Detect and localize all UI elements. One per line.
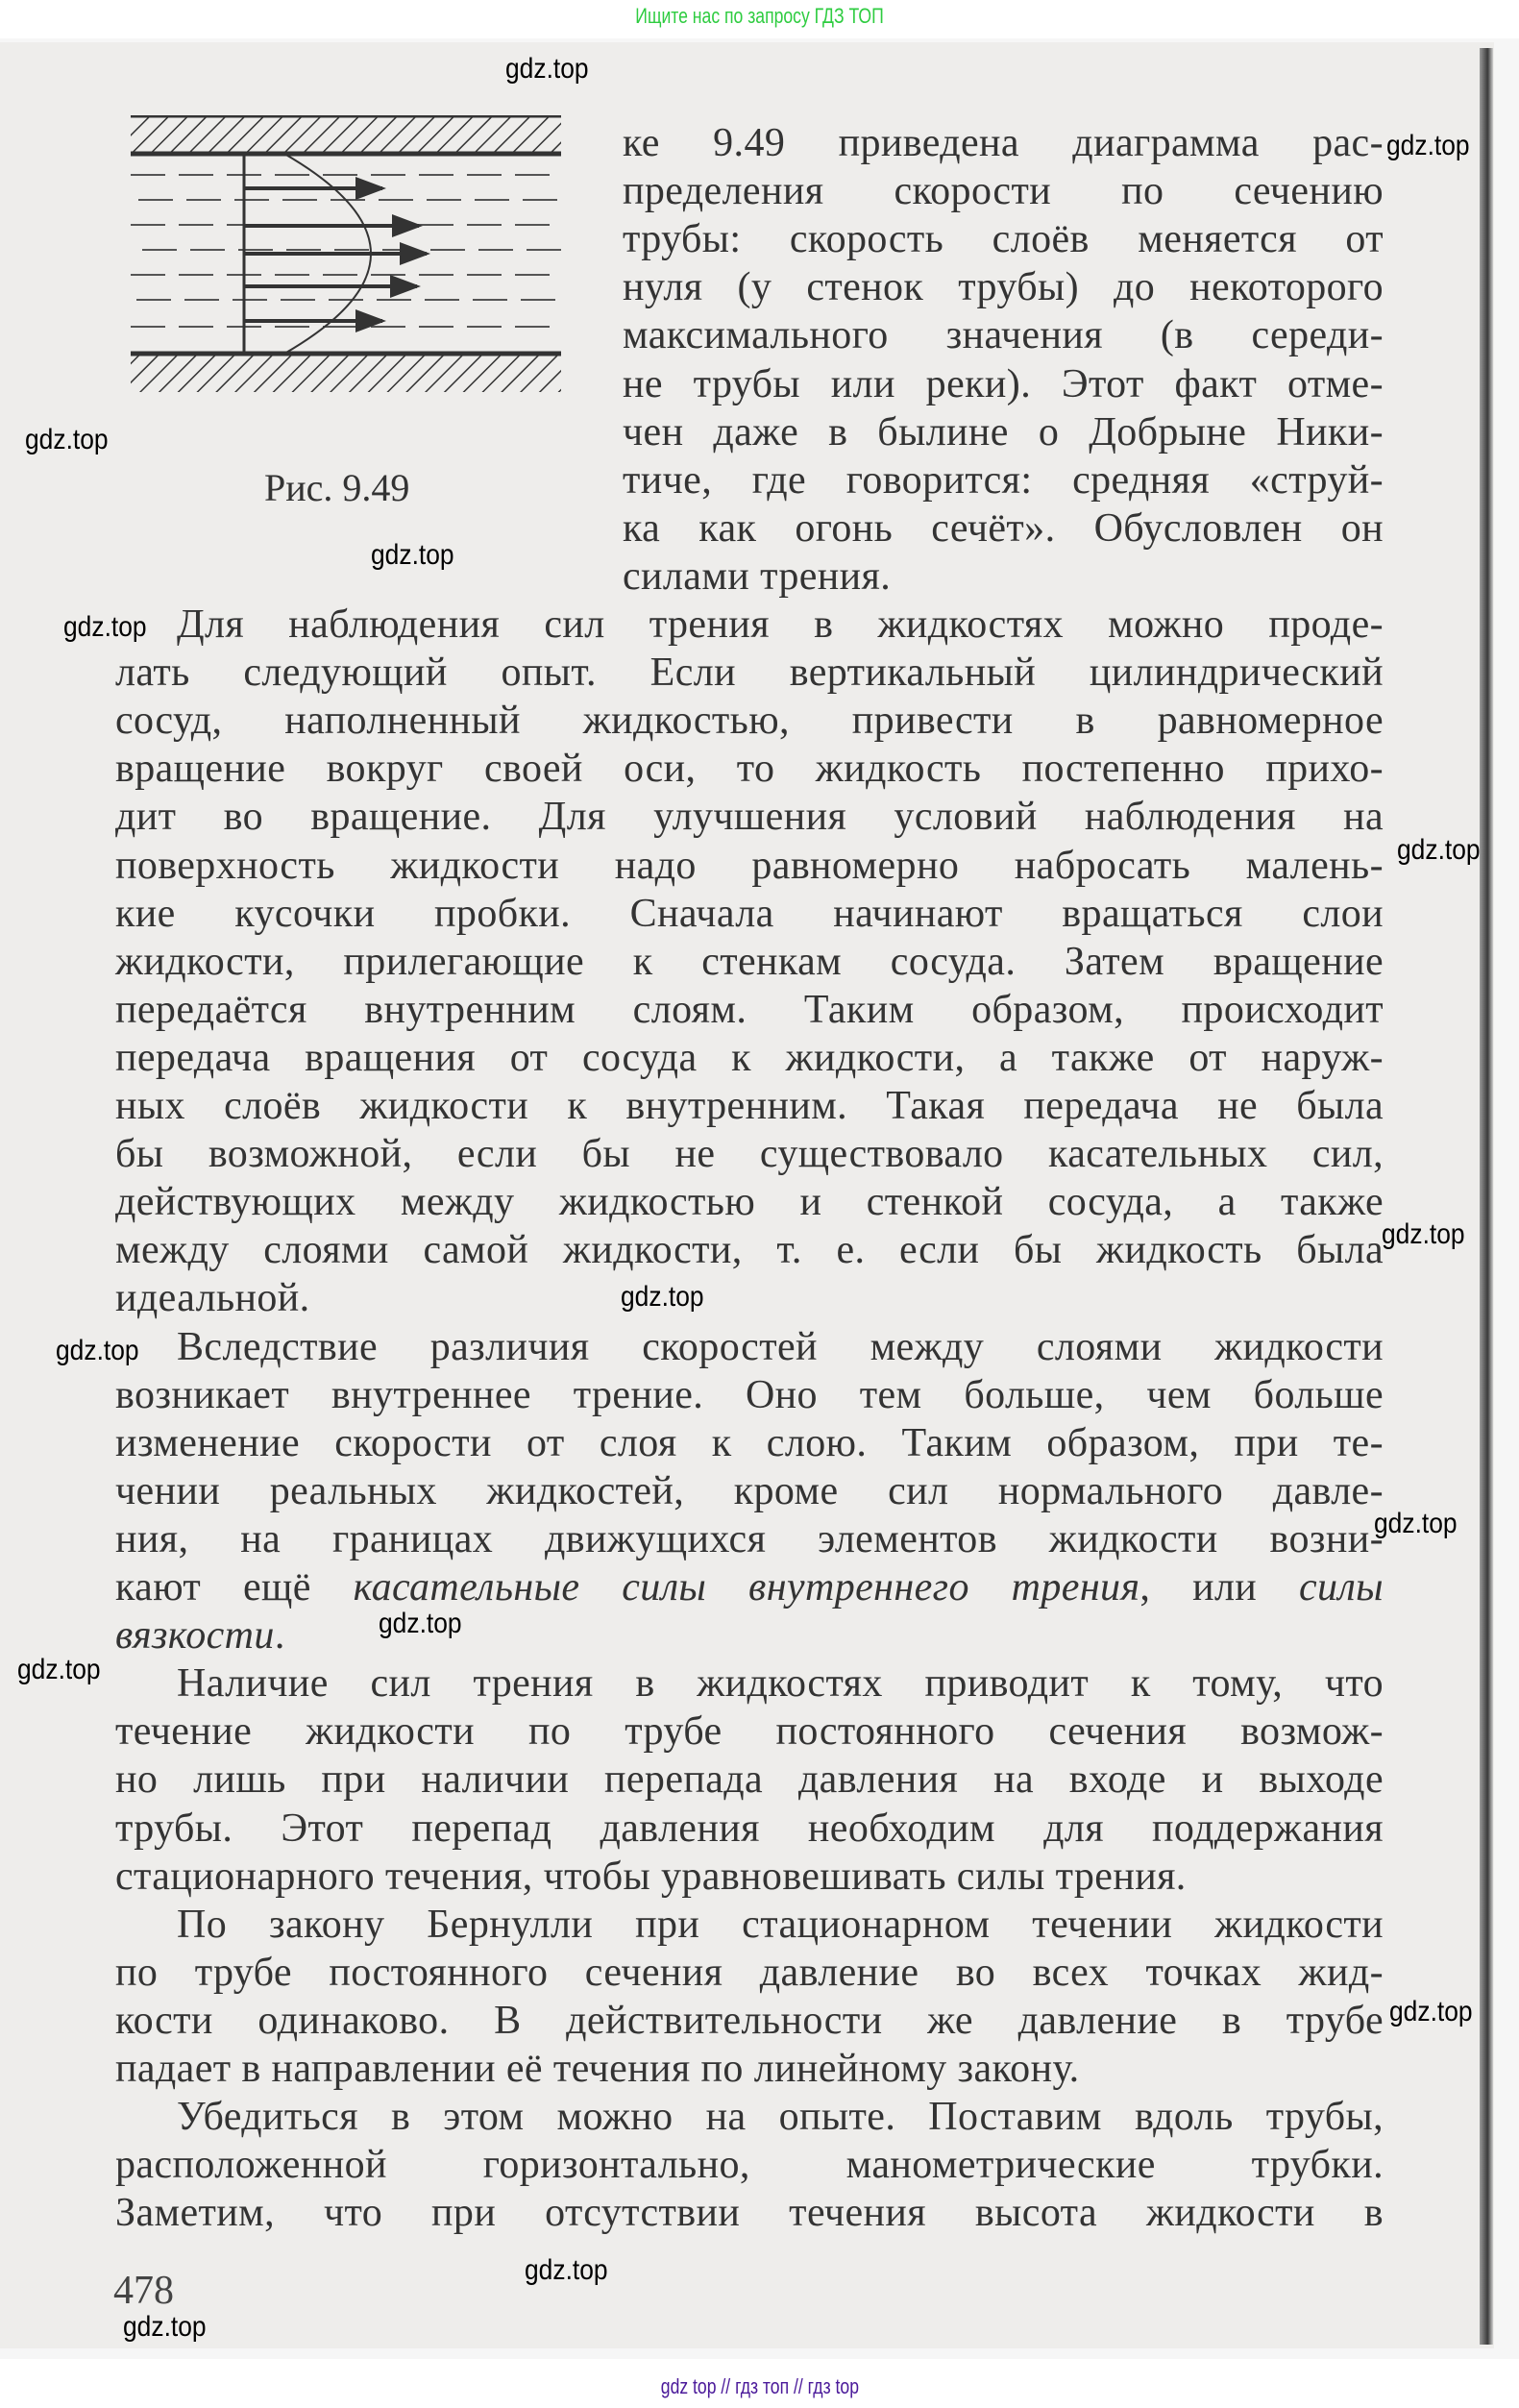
bottom-banner	[0, 2359, 1519, 2408]
text-segment: вращение вокруг своей оси, то жидкость постепенно прихо-	[115, 747, 1384, 792]
text-line	[115, 1515, 1384, 1563]
italic-term: касательные силы внутреннего трения	[353, 1565, 1140, 1609]
text-line	[623, 408, 1384, 456]
text-line	[115, 1611, 1384, 1659]
text-segment: изменение скорости от слоя к слою. Таким образом, при те-	[115, 1420, 1384, 1465]
text-line	[115, 1274, 1384, 1322]
text-line	[115, 1419, 1384, 1467]
watermark-text: gdz.top	[525, 2254, 608, 2286]
text-segment: бы возможной, если бы не существовало касательных сил,	[115, 1132, 1384, 1177]
text-segment: максимального значения (в середи-	[623, 313, 1384, 358]
text-segment: поверхность жидкости надо равномерно набросать малень-	[115, 843, 1384, 888]
watermark-text: gdz.top	[1386, 130, 1470, 161]
text-segment: , или	[1139, 1565, 1299, 1609]
text-line	[115, 2141, 1384, 2189]
text-segment: дит во вращение. Для улучшения условий наблюдения на	[115, 795, 1384, 840]
text-segment: Наличие сил трения в жидкостях приводит к тому, что	[177, 1661, 1384, 1707]
text-segment: Для наблюдения сил трения в жидкостях можно проде-	[177, 602, 1384, 647]
watermark-text: gdz.top	[371, 539, 454, 571]
text-line	[623, 311, 1384, 359]
text-segment: силами трения.	[623, 553, 892, 599]
text-line	[115, 842, 1384, 890]
text-line	[115, 1708, 1384, 1756]
text-segment: идеальной.	[115, 1276, 310, 1321]
watermark-text: gdz.top	[379, 1608, 462, 1639]
text-segment: кости одинаково. В действительности же давление в трубе	[115, 1998, 1384, 2043]
text-segment: передаётся внутренним слоям. Таким образом, происходит	[115, 987, 1384, 1032]
text-line	[115, 1130, 1384, 1178]
text-segment: трубы. Этот перепад давления необходим для поддержания	[115, 1806, 1384, 1851]
text-line	[623, 119, 1384, 167]
text-line	[623, 456, 1384, 504]
footer-text[interactable]: gdz top // гдз топ // гдз top	[660, 2374, 859, 2398]
text-line	[115, 1997, 1384, 2045]
text-segment: по трубе постоянного сечения давление во всех точках жид-	[115, 1950, 1384, 1995]
text-line	[115, 1371, 1384, 1419]
text-segment: лать следующий опыт. Если вертикальный цилиндрический	[115, 651, 1384, 696]
velocity-profile-figure	[131, 115, 561, 392]
text-segment: но лишь при наличии перепада давления на входе и выходе	[115, 1757, 1384, 1803]
text-segment: передача вращения от сосуда к жидкости, а также от наруж-	[115, 1035, 1384, 1080]
text-line	[623, 360, 1384, 408]
text-line	[115, 2189, 1384, 2237]
watermark-text: gdz.top	[1389, 1996, 1473, 2027]
top-pipe-wall	[131, 115, 561, 154]
watermark-text: gdz.top	[505, 53, 589, 85]
text-segment: возникает внутреннее трение. Оно тем больше, чем больше	[115, 1372, 1384, 1417]
text-line	[115, 1178, 1384, 1226]
text-segment: стационарного течения, чтобы уравновешивать силы трения.	[115, 1854, 1187, 1899]
text-segment: между слоями самой жидкости, т. е. если бы жидкость была	[115, 1228, 1384, 1273]
text-segment: кие кусочки пробки. Сначала начинают вращаться слои	[115, 891, 1384, 936]
text-segment: Убедиться в этом можно на опыте. Поставим вдоль трубы,	[177, 2095, 1384, 2140]
text-segment: .	[274, 1613, 285, 1659]
text-line	[115, 1805, 1384, 1853]
text-line	[115, 890, 1384, 938]
watermark-text: gdz.top	[123, 2311, 207, 2343]
text-segment: По закону Бернулли при стационарном течении жидкости	[177, 1902, 1384, 1947]
text-segment: не трубы или реки). Этот факт отме-	[623, 361, 1384, 406]
text-line	[115, 1467, 1384, 1515]
text-line	[115, 1949, 1384, 1997]
text-line	[177, 2093, 1384, 2141]
text-line	[115, 1034, 1384, 1082]
text-segment: ка как огонь сечёт». Обусловлен он	[623, 505, 1384, 551]
watermark-text: gdz.top	[621, 1281, 704, 1313]
text-line	[177, 1901, 1384, 1949]
text-segment: падает в направлении её течения по линейному закону.	[115, 2047, 1080, 2091]
text-line	[115, 938, 1384, 986]
text-segment: течение жидкости по трубе постоянного сечения возмож-	[115, 1709, 1384, 1755]
text-line	[623, 504, 1384, 553]
italic-term: силы	[1299, 1565, 1384, 1609]
text-segment: ных слоёв жидкости к внутренним. Такая передача не была	[115, 1084, 1384, 1128]
watermark-text: gdz.top	[17, 1654, 101, 1685]
text-segment: сосуд, наполненный жидкостью, привести в равномерное	[115, 699, 1384, 744]
page-number: 478	[113, 2269, 174, 2313]
text-line	[115, 745, 1384, 793]
text-line	[623, 215, 1384, 263]
text-segment: тиче, где говорится: средняя «струй-	[623, 457, 1384, 503]
text-segment: расположенной горизонтально, манометрические трубки.	[115, 2143, 1384, 2188]
text-segment: трубы: скорость слоёв меняется от	[623, 217, 1384, 262]
page-edge	[1480, 48, 1493, 2345]
text-segment: ке 9.49 приведена диаграмма рас-	[623, 121, 1384, 165]
text-line	[115, 649, 1384, 697]
text-line	[177, 1323, 1384, 1371]
text-line	[115, 986, 1384, 1034]
bottom-pipe-wall	[131, 354, 561, 392]
text-line	[623, 167, 1384, 215]
text-segment: действующих между жидкостью и стенкой сосуда, а также	[115, 1180, 1384, 1225]
text-segment: нуля (у стенок трубы) до некоторого	[623, 265, 1384, 310]
text-segment: чен даже в былине о Добрыне Ники-	[623, 409, 1384, 455]
text-line	[623, 553, 1384, 601]
top-banner	[0, 0, 1519, 38]
figure-caption: Рис. 9.49	[264, 466, 410, 509]
text-line	[115, 1853, 1384, 1901]
text-segment: ния, на границах движущихся элементов жидкости возни-	[115, 1516, 1384, 1561]
text-line	[115, 1563, 1384, 1611]
banner-text[interactable]: Ищите нас по запросу ГДЗ ТОП	[635, 4, 884, 28]
watermark-text: gdz.top	[56, 1335, 139, 1366]
text-segment: Заметим, что при отсутствии течения высота жидкости в	[115, 2191, 1384, 2236]
text-segment: жидкости, прилегающие к стенкам сосуда. Затем вращение	[115, 939, 1384, 984]
text-line	[177, 1659, 1384, 1708]
text-line	[115, 793, 1384, 841]
italic-term: вязкости	[115, 1613, 275, 1659]
watermark-text: gdz.top	[63, 611, 147, 643]
watermark-text: gdz.top	[1374, 1508, 1458, 1539]
text-line	[623, 263, 1384, 311]
text-line	[115, 1756, 1384, 1804]
text-segment: Вследствие различия скоростей между слоями жидкости	[177, 1324, 1384, 1369]
watermark-text: gdz.top	[1397, 834, 1481, 866]
text-line	[115, 1082, 1384, 1130]
watermark-text: gdz.top	[1382, 1218, 1465, 1250]
text-line	[115, 2045, 1384, 2093]
text-line	[115, 1226, 1384, 1274]
watermark-text: gdz.top	[25, 424, 109, 455]
text-segment: кают ещё	[115, 1565, 354, 1609]
text-line	[177, 601, 1384, 649]
text-segment: чении реальных жидкостей, кроме сил нормального давле-	[115, 1468, 1384, 1513]
text-segment: пределения скорости по сечению	[623, 169, 1384, 214]
text-line	[115, 697, 1384, 745]
